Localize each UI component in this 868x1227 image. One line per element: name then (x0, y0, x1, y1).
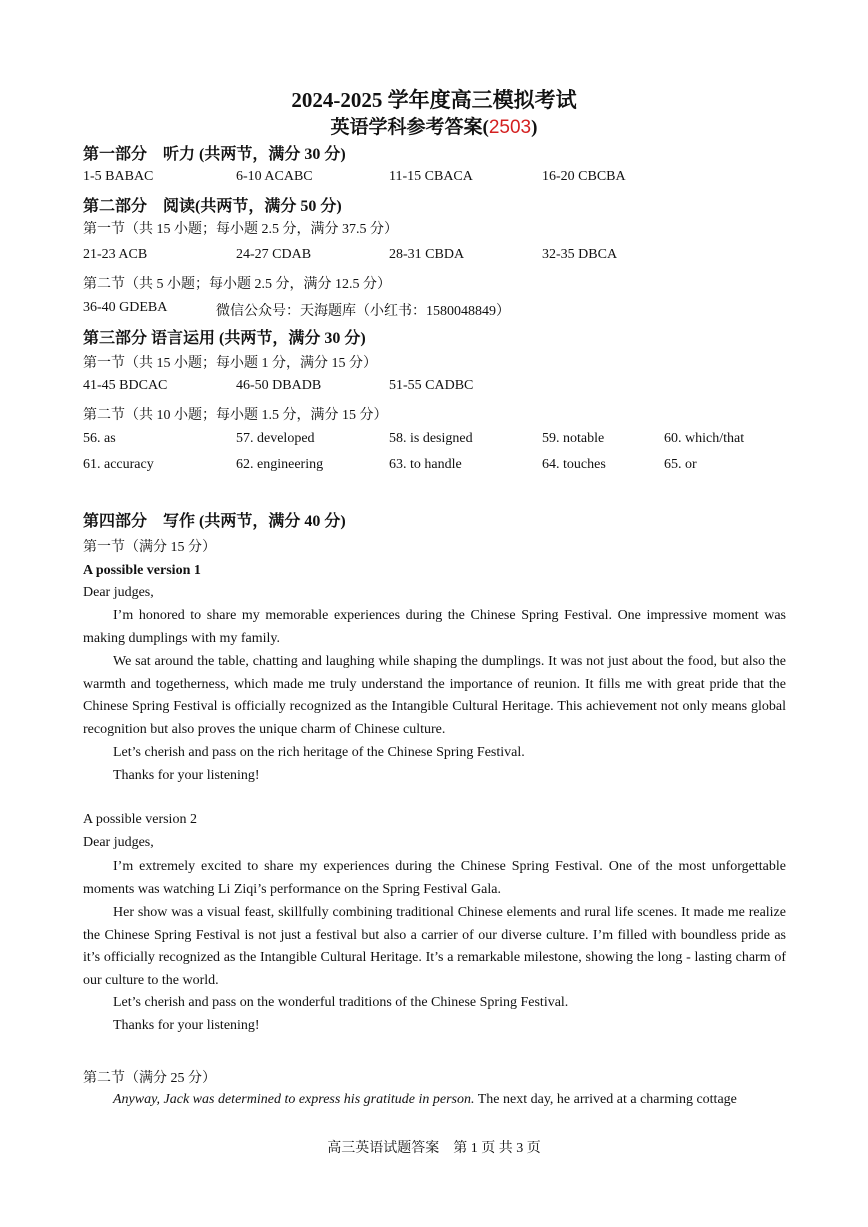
version1-paragraph: Let’s cherish and pass on the rich heritage of the Chinese Spring Festival. (113, 745, 525, 760)
version1-label: A possible version 1 (83, 563, 201, 578)
version1-paragraph: Thanks for your listening! (113, 768, 260, 783)
given-sentence: Anyway, Jack was determined to express his gratitude in person. (113, 1092, 475, 1107)
part4-section2-label: 第二节（满分 25 分） (83, 1071, 216, 1086)
answer-item: 61. accuracy (83, 457, 154, 472)
version2-greeting: Dear judges, (83, 835, 154, 850)
version2-label: A possible version 2 (83, 812, 197, 827)
answer-item: 58. is designed (389, 431, 473, 446)
answer-item: 56. as (83, 431, 116, 446)
answer-group: 36-40 GDEBA (83, 300, 168, 315)
continuation-text: The next day, he arrived at a charming cottage (474, 1092, 737, 1107)
answer-group: 28-31 CBDA (389, 247, 465, 262)
part3-section2-label: 第二节（共 10 小题；每小题 1.5 分，满分 15 分） (83, 408, 388, 423)
page-title: 2024-2025 学年度高三模拟考试 (291, 88, 577, 112)
continuation-writing-start (113, 1092, 737, 1108)
version2-paragraph: Let’s cherish and pass on the wonderful traditions of the Chinese Spring Festival. (113, 995, 569, 1010)
page-footer: 高三英语试题答案 第 1 页 共 3 页 (327, 1141, 541, 1156)
answer-item: 65. or (664, 457, 697, 472)
answer-item: 59. notable (542, 431, 605, 446)
version2-paragraph: I’m extremely excited to share my experiences during the Chinese Spring Festival. One of the most unforgettable moments was watching Li Ziqi’s performance on the Spring Festival Gala. (83, 859, 786, 897)
version2-paragraph: Thanks for your listening! (113, 1018, 260, 1033)
subtitle-main: 英语学科参考答案( (330, 117, 489, 138)
answer-group: 51-55 CADBC (389, 378, 474, 393)
answer-group: 41-45 BDCAC (83, 378, 168, 393)
part2-heading: 第二部分 阅读(共两节，满分 50 分) (83, 198, 342, 215)
answer-group: 16-20 CBCBA (542, 169, 626, 184)
answer-item: 60. which/that (664, 431, 745, 446)
part3-heading: 第三部分 语言运用 (共两节，满分 30 分) (83, 330, 366, 347)
part4-heading: 第四部分 写作 (共两节，满分 40 分) (83, 513, 346, 530)
answer-item: 63. to handle (389, 457, 462, 472)
part2-section2-label: 第二节（共 5 小题；每小题 2.5 分，满分 12.5 分） (83, 277, 391, 292)
answer-group: 1-5 BABAC (83, 169, 154, 184)
version1-paragraph: I’m honored to share my memorable experiences during the Chinese Spring Festival. One impressive moment was making dumplings with my family. (83, 608, 786, 646)
version1-greeting: Dear judges, (83, 585, 154, 600)
answer-group: 21-23 ACB (83, 247, 148, 262)
part2-section1-label: 第一节（共 15 小题；每小题 2.5 分，满分 37.5 分） (83, 222, 398, 237)
answer-group: 6-10 ACABC (236, 169, 313, 184)
answer-item: 64. touches (542, 457, 606, 472)
answer-item: 62. engineering (236, 457, 324, 472)
exam-code: 2503 (488, 117, 532, 138)
part1-heading: 第一部分 听力 (共两节，满分 30 分) (83, 146, 346, 163)
source-note: 微信公众号：天海题库（小红书：1580048849） (216, 304, 510, 319)
answer-item: 57. developed (236, 431, 315, 446)
answer-group: 46-50 DBADB (236, 378, 322, 393)
part3-section1-label: 第一节（共 15 小题；每小题 1 分，满分 15 分） (83, 356, 377, 371)
page-subtitle (0, 112, 868, 139)
answer-group: 32-35 DBCA (542, 247, 618, 262)
version2-paragraph: Her show was a visual feast, skillfully combining traditional Chinese elements and rural life scenes. It made me realize the Chinese Spring Festival is not just a festival but also a carrier of our diverse culture. I’m filled with boundless pride as it’s officially recognized as the Intangible Cultural Heritage. It’s a remarkable milestone, showing the long - lasting charm of our culture to the world. (83, 905, 786, 988)
part4-section1-label: 第一节（满分 15 分） (83, 540, 216, 555)
version1-paragraph: We sat around the table, chatting and laughing while shaping the dumplings. It was not just about the food, but also the warmth and togetherness, which made me truly understand the importance of reunion. It fills me with great pride that the Chinese Spring Festival is officially recognized as the Intangible Cultural Heritage. This achievement not only means global recognition but also proves the unique charm of Chinese culture. (83, 654, 786, 737)
answer-group: 24-27 CDAB (236, 247, 312, 262)
subtitle-end: ) (531, 117, 538, 138)
answer-group: 11-15 CBACA (389, 169, 473, 184)
